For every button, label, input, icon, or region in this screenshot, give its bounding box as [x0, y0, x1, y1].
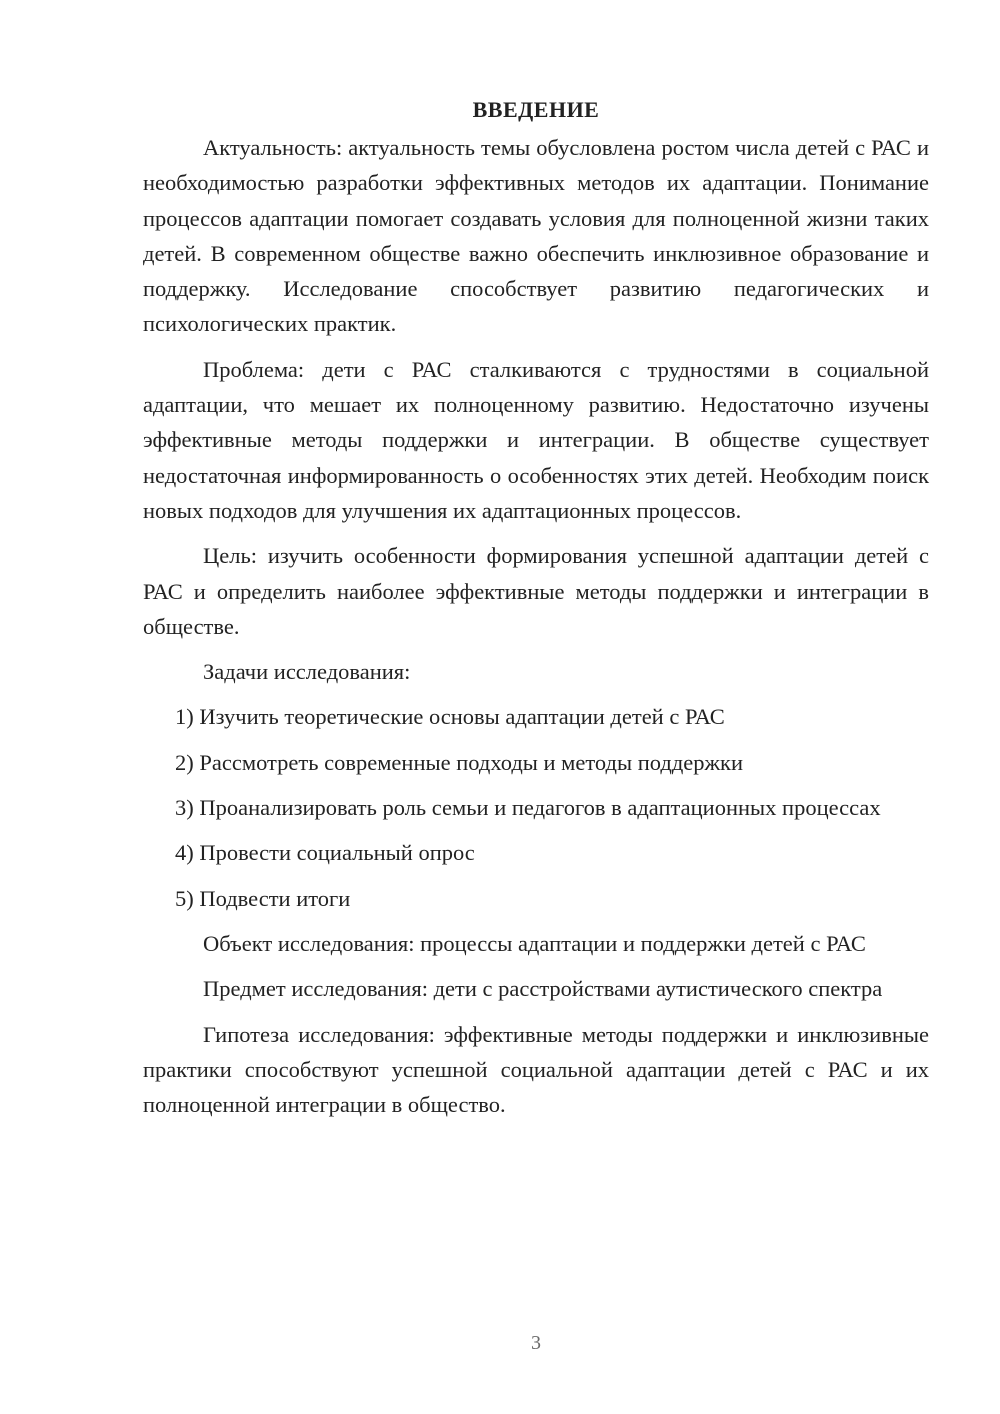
task-item: 1) Изучить теоретические основы адаптации детей с РАС: [175, 704, 725, 730]
relevance-paragraph: Актуальность: актуальность темы обусловлена ростом числа детей с РАС и необходимостью разработки эффективных методов их адаптации. Понимание процессов адаптации помогает создавать условия для полноценной жизни таких детей. В современном обществе важно обеспечить инклюзивное образование и поддержку. Исследование способствует развитию педагогических и психологических практик.: [143, 135, 929, 337]
hypothesis-paragraph: Гипотеза исследования: эффективные методы поддержки и инклюзивные практики способствуют успешной социальной адаптации детей с РАС и их полноценной интеграции в общество.: [143, 1021, 929, 1118]
object-paragraph: Объект исследования: процессы адаптации и поддержки детей с РАС: [203, 930, 866, 956]
page-title: ВВЕДЕНИЕ: [472, 97, 600, 122]
problem-paragraph: Проблема: дети с РАС сталкиваются с трудностями в социальной адаптации, что мешает их полноценному развитию. Недостаточно изучены эффективные методы поддержки и интеграции. В обществе существует недостаточная информированность о особенностях этих детей. Необходим поиск новых подходов для улучшения их адаптационных процессов.: [143, 356, 929, 523]
task-item: 2) Рассмотреть современные подходы и методы поддержки: [175, 749, 744, 775]
goal-paragraph: Цель: изучить особенности формирования успешной адаптации детей с РАС и определить наиболее эффективные методы поддержки и интеграции в обществе.: [143, 543, 929, 639]
page-number: 3: [531, 1332, 541, 1354]
page-content: [143, 92, 929, 1132]
task-item: 3) Проанализировать роль семьи и педагогов в адаптационных процессах: [175, 795, 881, 821]
task-item: 4) Провести социальный опрос: [175, 840, 475, 866]
tasks-heading: Задачи исследования:: [203, 659, 411, 685]
subject-paragraph: Предмет исследования: дети с расстройствами аутистического спектра: [203, 976, 883, 1002]
task-item: 5) Подвести итоги: [175, 885, 351, 911]
